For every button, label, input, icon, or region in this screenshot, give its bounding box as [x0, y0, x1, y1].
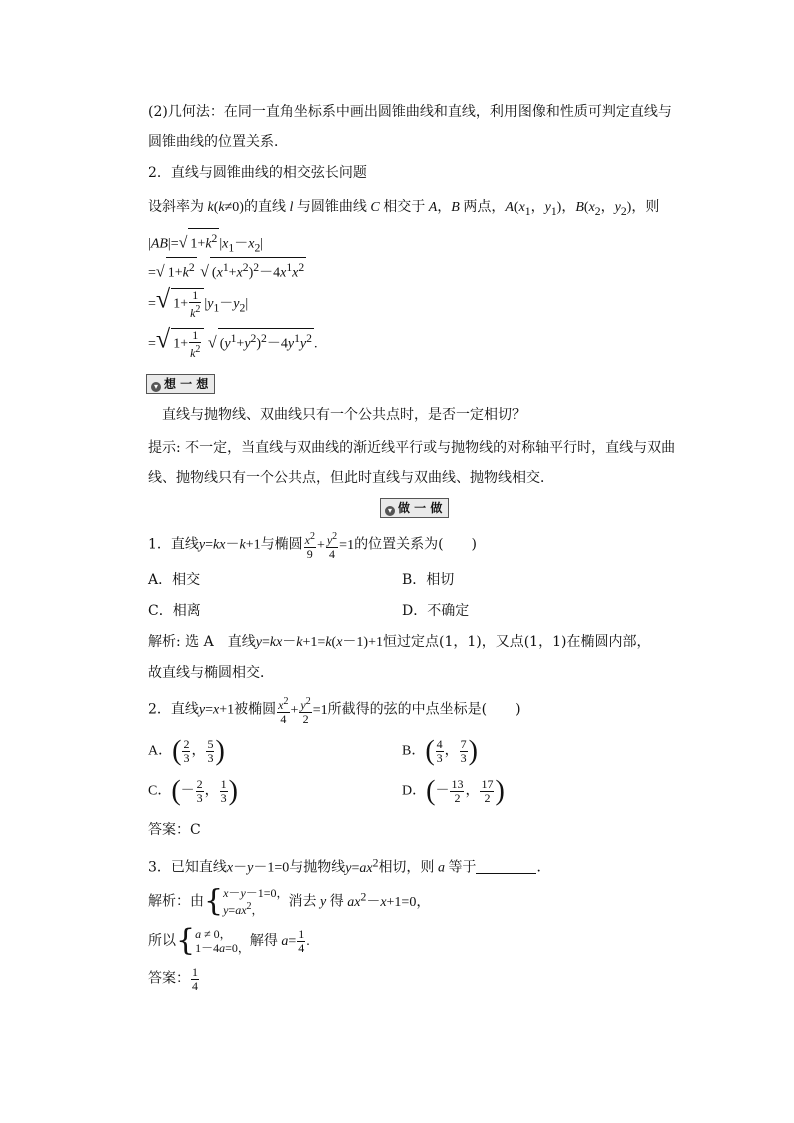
q3-answer-label: 答案： [148, 970, 190, 987]
q3-analysis-d: 所以 [148, 933, 176, 949]
practice-badge [380, 498, 449, 518]
formula-chord-2: =√ $1+k^2$ √ $(x^1+x^2)^2-4x^1x^2$ [148, 257, 306, 284]
q3-analysis-e: 解得 [249, 933, 278, 949]
q1-option-a: A．相交 [148, 572, 201, 588]
q2-answer: 答案：C [148, 822, 201, 838]
q1-suffix: 的位置关系为( ) [354, 536, 478, 553]
q3-mid: 与抛物线 [289, 859, 346, 876]
q2-prefix: 2．直线 [148, 701, 199, 718]
think-question: 直线与抛物线、双曲线只有一个公共点时，是否一定相切？ [162, 407, 526, 423]
q3-analysis-c: 得 [329, 893, 344, 910]
setup-text-f: ，则 [631, 199, 660, 215]
heading-chord-length: 2．直线与圆锥曲线的相交弦长问题 [148, 165, 367, 181]
chevron-down-icon: ▾ [151, 382, 161, 392]
q1-option-c: C．相离 [148, 603, 201, 619]
q3-analysis-a: 解析：由 [148, 893, 204, 910]
q1-analysis-2: 故直线与椭圆相交． [148, 665, 274, 681]
q3-prefix: 3．已知直线 [148, 859, 227, 876]
q3-analysis-1: 解析：由{ x－y－1=0， $y=ax^2$， 消去 y 得 $ax^2-x+1=0$， [148, 883, 431, 919]
q2-mid: 被椭圆 [234, 701, 277, 718]
q1-analysis-1: 解析: 选 A 直线y=kx－k+1=k(x－1)+1恒过定点(1，1)，又点(1，1)在椭圆内部， [148, 634, 651, 650]
think-badge [146, 374, 215, 394]
q1-prefix: 1．直线 [148, 536, 199, 553]
q3-tail: 等于 [448, 859, 477, 876]
setup-text-a: 设斜率为 [148, 199, 204, 215]
q3-suffix: 相切，则 [378, 859, 435, 876]
think-badge-label: 想 一 想 [164, 377, 209, 391]
q1-analysis-b: 恒过定点(1，1)，又点(1，1)在椭圆内部， [382, 634, 651, 650]
formula-chord-1: |AB|=√ $1+k^2$ $|x_1-x_2|$ [148, 228, 263, 258]
formula-chord-4: =√ 1+ $\frac{1}{k^2}$ √ $(y^1+y^2)^2-4y^1y^2$ . [148, 324, 318, 360]
answer-blank[interactable] [476, 859, 536, 874]
question-3: 3．已知直线x－y－1=0与抛物线$y=ax^2$相切，则 a 等于 ． [148, 856, 551, 876]
chevron-down-icon: ▾ [385, 506, 395, 516]
q3-answer: 答案： $\frac{1}{4}$ [148, 965, 198, 993]
q2-option-c: C．(－ $\frac{2}{3}$ ， $\frac{1}{3}$ ) [148, 775, 238, 807]
paragraph-geometric-method-2: 圆锥曲线的位置关系． [148, 134, 288, 150]
q1-analysis-a: 解析: 选 A 直线 [148, 634, 256, 650]
setup-text-d: 相交于 [383, 199, 426, 215]
setup-text-e: 两点， [463, 199, 506, 215]
formula-chord-3: =√ 1+ $\frac{1}{k^2}$ $|y_1-y_2|$ [148, 284, 249, 320]
q1-mid: 与椭圆 [260, 536, 303, 553]
q3-analysis-b: 消去 [288, 893, 317, 910]
q2-option-d: D．(－ $\frac{13}{2}$ ， $\frac{17}{2}$ ) [402, 775, 505, 807]
q3-analysis-2: 所以{ a ≠ 0， 1－4a=0， 解得 a= $\frac{1}{4}$ . [148, 923, 310, 958]
q2-suffix: 所截得的弦的中点坐标是( ) [327, 701, 521, 718]
paragraph-geometric-method-1: (2)几何法：在同一直角坐标系中画出圆锥曲线和直线，利用图像和性质可判定直线与 [148, 104, 672, 120]
setup-text-b: 的直线 [243, 199, 286, 215]
q2-option-b: B．( $\frac{4}{3}$ ， $\frac{7}{3}$ ) [402, 735, 478, 767]
think-hint-1: 提示: 不一定，当直线与双曲线的渐近线平行或与抛物线的对称轴平行时，直线与双曲 [148, 440, 676, 456]
think-hint-2: 线、抛物线只有一个公共点，但此时直线与双曲线、抛物线相交． [148, 470, 554, 486]
question-2: 2．直线y=x+1被椭圆 $\frac{x^2}{4}$ + $\frac{y^2}{2}$ =1所截得的弦的中点坐标是( ) [148, 696, 521, 726]
q1-option-d: D．不确定 [402, 603, 470, 619]
q1-option-b: B．相切 [402, 572, 455, 588]
paragraph-setup: 设斜率为 k(k≠0)的直线 l 与圆锥曲线 C 相交于 A，B 两点，$A(x_1$，$y_1$)，$B(x_2$，$y_2$)，则 [148, 199, 660, 218]
q2-option-a: A．( $\frac{2}{3}$ ， $\frac{5}{3}$ ) [148, 735, 225, 767]
question-1: 1．直线y=kx－k+1与椭圆 $\frac{x^2}{9}$ + $\frac{y^2}{4}$ =1的位置关系为( ) [148, 531, 478, 561]
practice-badge-label: 做 一 做 [398, 501, 443, 515]
setup-text-c: 与圆锥曲线 [296, 199, 367, 215]
